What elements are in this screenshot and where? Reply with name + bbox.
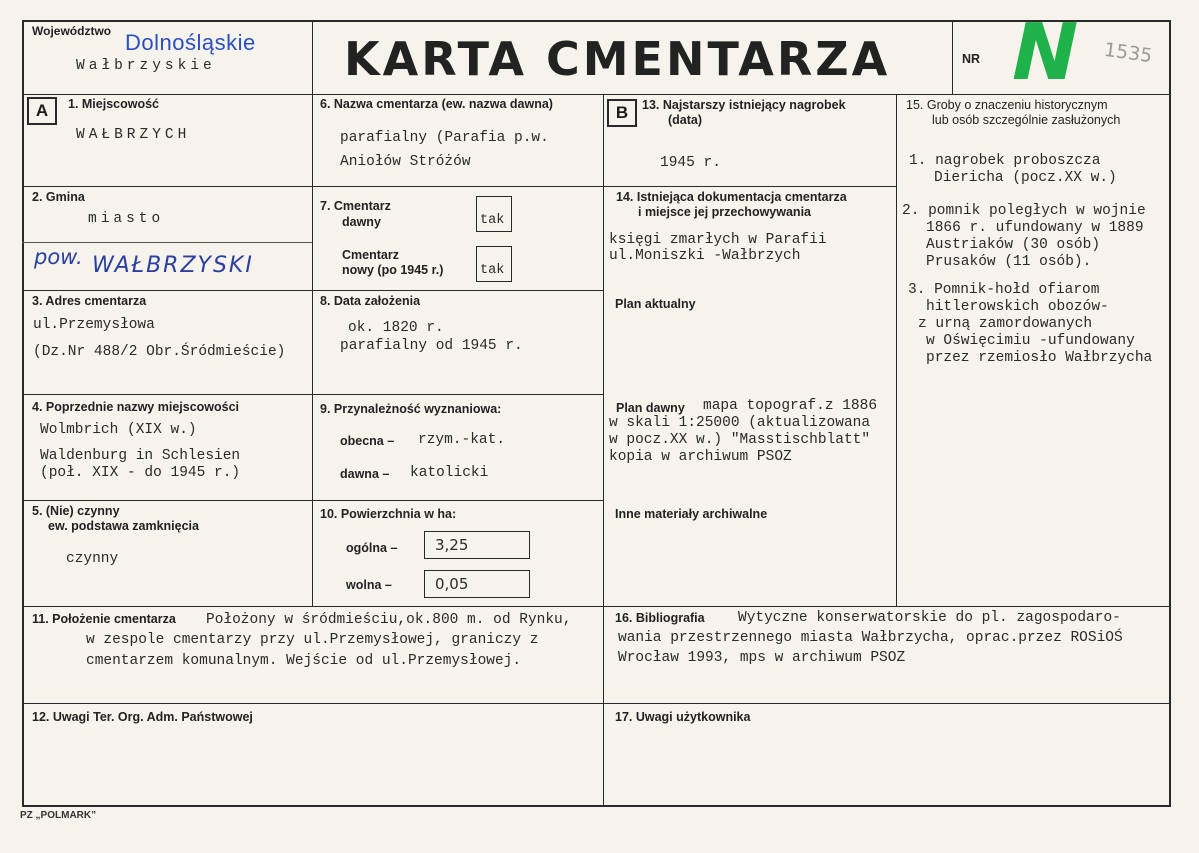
divider xyxy=(22,500,603,501)
divider xyxy=(22,394,603,395)
field-3-label: 3. Adres cmentarza xyxy=(32,294,147,308)
grave-1-line1: 1. nagrobek proboszcza xyxy=(909,153,1101,169)
section-a-badge: A xyxy=(27,97,57,125)
field-7-nowy: nowy (po 1945 r.) xyxy=(342,263,444,277)
divider xyxy=(896,94,897,606)
field-4-label: 4. Poprzednie nazwy miejscowości xyxy=(32,400,240,414)
field-2-label: 2. Gmina xyxy=(32,190,85,204)
field-16-line1: Wytyczne konserwatorskie do pl. zagospodaro- xyxy=(738,610,1121,626)
plan-dawny-label: Plan dawny xyxy=(616,401,685,415)
field-2-value: miasto xyxy=(88,211,165,227)
field-9-obecna-value: rzym.-kat. xyxy=(418,432,506,448)
divider xyxy=(22,606,1171,607)
pow-label: pow. xyxy=(34,245,83,269)
field-5-label: 5. (Nie) czynny xyxy=(32,504,120,518)
grave-2-line4: Prusaków (11 osób). xyxy=(926,254,1092,270)
field-10-wolna-box[interactable] xyxy=(424,570,530,598)
nr-marker: N xyxy=(1002,8,1087,98)
divider xyxy=(952,20,953,94)
field-17-label: 17. Uwagi użytkownika xyxy=(615,710,751,724)
grave-3-line3: z urną zamordowanych xyxy=(918,316,1093,332)
field-13-label: 13. Najstarszy istniejący nagrobek xyxy=(642,98,846,112)
plan-aktualny-label: Plan aktualny xyxy=(615,297,696,311)
divider xyxy=(312,20,313,94)
page-title: KARTA CMENTARZA xyxy=(344,32,891,86)
divider xyxy=(22,290,603,291)
grave-3-line2: hitlerowskich obozów- xyxy=(926,299,1109,315)
field-9-label: 9. Przynależność wyznaniowa: xyxy=(320,402,502,416)
grave-1-line2: Diericha (pocz.XX w.) xyxy=(934,170,1117,186)
field-7-dawny: dawny xyxy=(342,215,381,229)
field-14-label: 14. Istniejąca dokumentacja cmentarza xyxy=(616,190,847,204)
field-4-line2: Waldenburg in Schlesien xyxy=(40,448,241,464)
divider xyxy=(22,703,1171,704)
divider xyxy=(603,94,604,807)
field-11-line3: cmentarzem komunalnym. Wejście od ul.Przemysłowej. xyxy=(86,653,522,669)
field-16-line2: wania przestrzennego miasta Wałbrzycha, oprac.przez ROSiOŚ xyxy=(618,630,1123,646)
plan-dawny-line4: kopia w archiwum PSOZ xyxy=(609,449,792,465)
field-8-line1: ok. 1820 r. xyxy=(348,320,444,336)
grave-3-line4: w Oświęcimiu -ufundowany xyxy=(926,333,1135,349)
plan-dawny-line2: w skali 1:25000 (aktualizowana xyxy=(609,415,871,431)
field-14-line2: ul.Moniszki -Wałbrzych xyxy=(609,248,801,264)
field-16-label: 16. Bibliografia xyxy=(615,611,705,625)
grave-2-line3: Austriaków (30 osób) xyxy=(926,237,1101,253)
inne-materialy-label: Inne materiały archiwalne xyxy=(615,507,768,521)
field-6-label: 6. Nazwa cmentarza (ew. nazwa dawna) xyxy=(320,97,553,111)
field-3-line1: ul.Przemysłowa xyxy=(33,317,155,333)
field-10-wolna-label: wolna – xyxy=(346,578,392,592)
field-8-label: 8. Data założenia xyxy=(320,294,421,308)
field-9-obecna-label: obecna – xyxy=(340,434,395,448)
field-3-line2: (Dz.Nr 488/2 Obr.Śródmieście) xyxy=(33,344,286,360)
field-9-dawna-value: katolicki xyxy=(410,465,489,481)
field-7-label: 7. Cmentarz xyxy=(320,199,391,213)
field-1-label: 1. Miejscowość xyxy=(68,97,160,111)
field-6-line1: parafialny (Parafia p.w. xyxy=(340,130,549,146)
field-10-label: 10. Powierzchnia w ha: xyxy=(320,507,457,521)
field-5-label-sub: ew. podstawa zamknięcia xyxy=(48,519,199,533)
field-11-label: 11. Położenie cmentarza xyxy=(32,612,176,626)
field-5-value: czynny xyxy=(66,551,119,567)
field-11-line1: Położony w śródmieściu,ok.800 m. od Rynku, xyxy=(206,612,572,628)
field-13-label-sub: (data) xyxy=(668,113,703,127)
nr-label: NR xyxy=(962,52,981,66)
divider xyxy=(312,94,313,606)
grave-2-line2: 1866 r. ufundowany w 1889 xyxy=(926,220,1144,236)
field-14-label-sub: i miejsce jej przechowywania xyxy=(638,205,811,219)
field-15-label: 15. Groby o znaczeniu historycznym xyxy=(906,98,1108,112)
divider xyxy=(22,242,312,243)
wojewodztwo-label: Województwo xyxy=(32,24,112,38)
field-7-nowy-box[interactable] xyxy=(476,246,512,282)
field-4-line1: Wolmbrich (XIX w.) xyxy=(40,422,197,438)
field-14-line1: księgi zmarłych w Parafii xyxy=(609,232,827,248)
field-10-ogolna-label: ogólna – xyxy=(346,541,398,555)
field-15-label-sub: lub osób szczególnie zasłużonych xyxy=(932,113,1121,127)
section-b-badge: B xyxy=(607,99,637,127)
grave-3-line1: 3. Pomnik-hołd ofiarom xyxy=(908,282,1100,298)
field-9-dawna-label: dawna – xyxy=(340,467,390,481)
field-7-nowy-value: tak xyxy=(480,263,505,278)
nr-number: 1535 xyxy=(1102,38,1154,68)
field-8-line2: parafialny od 1945 r. xyxy=(340,338,523,354)
field-4-line3: (poł. XIX - do 1945 r.) xyxy=(40,465,241,481)
pow-value: WAŁBRZYSKI xyxy=(92,253,254,278)
field-13-value: 1945 r. xyxy=(660,155,721,171)
grave-3-line5: przez rzemiosło Wałbrzycha xyxy=(926,350,1153,366)
field-16-line3: Wrocław 1993, mps w archiwum PSOZ xyxy=(618,650,906,666)
field-10-wolna-value: 0,05 xyxy=(435,575,469,593)
field-7-dawny-box[interactable] xyxy=(476,196,512,232)
divider xyxy=(22,94,1171,95)
field-7-cmentarz: Cmentarz xyxy=(342,248,399,262)
field-11-line2: w zespole cmentarzy przy ul.Przemysłowej, graniczy z xyxy=(86,632,539,648)
plan-dawny-line1: mapa topograf.z 1886 xyxy=(703,398,878,414)
field-1-value: WAŁBRZYCH xyxy=(76,127,191,143)
wojewodztwo-typed: Wałbrzyskie xyxy=(76,58,216,74)
field-7-dawny-value: tak xyxy=(480,213,505,228)
field-10-ogolna-value: 3,25 xyxy=(435,536,469,554)
plan-dawny-line3: w pocz.XX w.) "Masstischblatt" xyxy=(609,432,871,448)
field-6-line2: Aniołów Stróżów xyxy=(340,154,471,170)
divider xyxy=(22,186,896,187)
grave-2-line1: 2. pomnik poległych w wojnie xyxy=(902,203,1146,219)
printer-imprint: PZ „POLMARK” xyxy=(20,810,97,821)
wojewodztwo-stamp: Dolnośląskie xyxy=(125,30,256,55)
field-10-ogolna-box[interactable] xyxy=(424,531,530,559)
field-12-label: 12. Uwagi Ter. Org. Adm. Państwowej xyxy=(32,710,253,724)
